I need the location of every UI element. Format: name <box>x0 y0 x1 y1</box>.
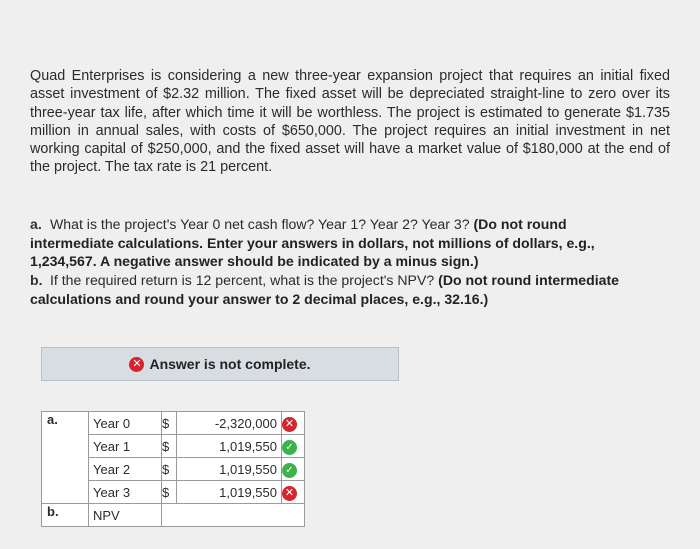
answer-table <box>41 411 305 527</box>
incorrect-icon: ✕ <box>282 417 297 432</box>
row-label: Year 3 <box>89 481 162 504</box>
table-row <box>42 412 305 435</box>
currency-symbol: $ <box>162 481 177 504</box>
year2-input[interactable]: 1,019,550 <box>177 458 282 481</box>
question-b-text: If the required return is 12 percent, what is the project's NPV? <box>50 272 439 288</box>
question-b <box>30 271 640 308</box>
row-label: NPV <box>89 504 162 527</box>
question-b-label: b. <box>30 272 43 288</box>
currency-symbol: $ <box>162 458 177 481</box>
currency-symbol: $ <box>162 412 177 435</box>
question-a-label: a. <box>30 216 42 232</box>
answer-status-banner <box>41 347 399 381</box>
part-a-label: a. <box>42 412 89 504</box>
answer-status-text: Answer is not complete. <box>149 356 311 372</box>
year3-input[interactable]: 1,019,550 <box>177 481 282 504</box>
question-a-hint: (Do not round intermediate calculations. Enter your answers in dollars, not millions of dollars, e.g., 1,234,567. A negative answer should be indicated by a minus sign.) <box>30 216 595 269</box>
part-b-label: b. <box>42 504 89 527</box>
question-b-hint: (Do not round intermediate calculations and round your answer to 2 decimal places, e.g., 32.16.) <box>30 272 619 307</box>
year0-input[interactable]: -2,320,000 <box>177 412 282 435</box>
incorrect-icon: ✕ <box>282 486 297 501</box>
year1-input[interactable]: 1,019,550 <box>177 435 282 458</box>
question-a-text: What is the project's Year 0 net cash flow? Year 1? Year 2? Year 3? <box>50 216 474 232</box>
correct-icon: ✓ <box>282 463 297 478</box>
question-a <box>30 215 640 271</box>
npv-input[interactable] <box>162 504 305 527</box>
row-label: Year 0 <box>89 412 162 435</box>
currency-symbol: $ <box>162 435 177 458</box>
x-circle-icon: ✕ <box>129 357 144 372</box>
row-label: Year 1 <box>89 435 162 458</box>
correct-icon: ✓ <box>282 440 297 455</box>
problem-statement: Quad Enterprises is considering a new three-year expansion project that requires an initial fixed asset investment of $2.32 million. The fixed asset will be depreciated straight-line to zero over its three-year tax life, after which time it will be worthless. The project is estimated to generate $1.735 million in annual sales, with costs of $650,000. The project requires an initial investment in net working capital of $250,000, and the fixed asset will have a market value of $180,000 at the end of the project. The tax rate is 21 percent. <box>30 68 670 176</box>
row-label: Year 2 <box>89 458 162 481</box>
table-row <box>42 504 305 527</box>
